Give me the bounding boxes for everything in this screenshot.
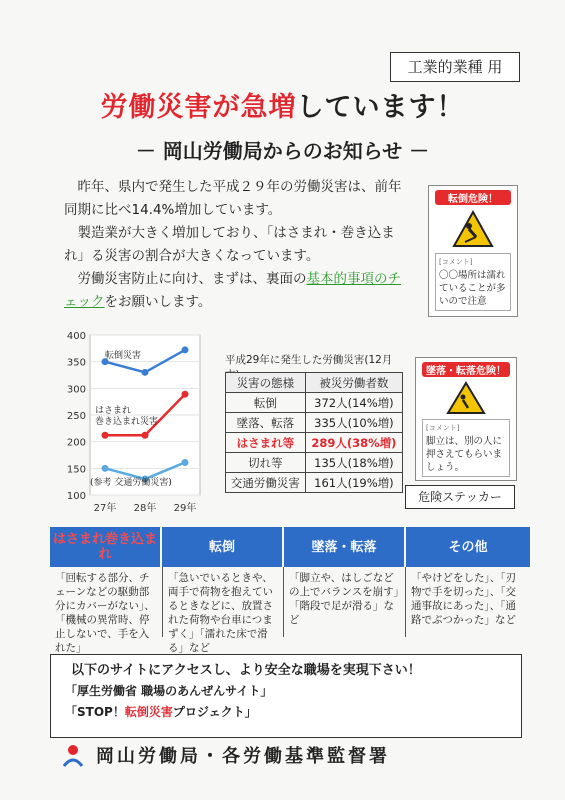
grid-header-slip: 転倒: [162, 527, 282, 567]
table-cell: 372人(14%増): [305, 393, 402, 413]
fall-comment-text: 脚立は、別の人に押さえてもらいましょう。: [426, 436, 503, 473]
chart-y-tick-label: 300: [66, 384, 86, 396]
table-row: [226, 453, 403, 473]
chart-point: [102, 432, 109, 439]
grid-cell-other: 「やけどをした」、「刃物で手を切った」、「交通事故にあった」、「通路でぶつかった」など: [411, 572, 516, 626]
sticker-label: 危険ステッカー: [405, 485, 515, 509]
chart-x-tick-label: 28年: [133, 503, 157, 514]
grid-cell-caught: 「回転する部分、チェーンなどの駆動部分にカバーがない」、「機械の異常時、停止しないで、手を入れた」: [55, 572, 155, 654]
para3-text-a: 労働災害防止に向け、まずは、裏面の: [77, 271, 307, 287]
stop-link-red: 転倒災害: [124, 705, 173, 719]
table-cell: 289人(38%増): [305, 433, 402, 453]
table-header-row: [226, 373, 403, 393]
site-link-stop-tentou[interactable]: [65, 703, 507, 720]
chart-series-label: 転倒災害: [105, 351, 142, 361]
table-header-type: 災害の態様: [226, 373, 306, 393]
ministry-logo-icon: [60, 742, 86, 768]
table-cell: 161人(19%増): [305, 473, 402, 493]
trend-chart: [60, 325, 210, 525]
stop-link-a: 「STOP！: [65, 705, 125, 719]
chart-point: [182, 391, 189, 398]
chart-point: [182, 459, 189, 466]
slip-hazard-sticker: [428, 185, 518, 317]
footer-text: 岡山労働局・各労働基準監督署: [96, 746, 390, 767]
fall-hazard-sticker: [415, 357, 517, 481]
chart-x-tick-label: 29年: [173, 503, 197, 514]
table-cell: 135人(18%増): [305, 453, 402, 473]
table-cell: はさまれ等: [226, 433, 306, 453]
chart-y-tick-label: 400: [66, 331, 86, 342]
chart-y-tick-label: 350: [66, 357, 86, 369]
table-header-count: 被災労働者数: [305, 373, 402, 393]
fall-sticker-header: 墜落・転落危険！: [422, 362, 510, 377]
footer: [60, 742, 520, 768]
accident-table: [225, 372, 403, 493]
slip-sticker-header: 転倒危険！: [435, 190, 511, 205]
intro-text: [64, 176, 404, 314]
trend-chart-svg: [60, 325, 210, 525]
fall-comment-title: [コメント]: [426, 424, 460, 432]
chart-series-label: はさまれ: [95, 406, 132, 416]
fall-sticker-comment: [422, 419, 510, 477]
intro-paragraph-3: [64, 268, 404, 314]
chart-y-tick-label: 200: [66, 437, 86, 449]
table-cell: 転倒: [226, 393, 306, 413]
fall-warning-icon: [446, 381, 486, 415]
grid-cell-fall: 「脚立や、はしごなどの上でバランスを崩す」「階段で足が滑る」など: [289, 572, 399, 626]
grid-header-fall: 墜落・転落: [284, 527, 404, 567]
industry-tag: 工業的業種 用: [390, 52, 520, 82]
table-row: [226, 393, 403, 413]
grid-header-other: その他: [406, 527, 530, 567]
chart-y-tick-label: 150: [66, 464, 86, 476]
accident-type-grid: [50, 527, 530, 654]
table-caption: 平成29年に発生した労働災害(12月: [225, 354, 393, 366]
table-row: [226, 473, 403, 493]
chart-y-tick-label: 250: [66, 411, 86, 422]
basic-check-link[interactable]: 基本的事項のチェック: [64, 271, 401, 310]
stop-link-b: プロジェクト」: [172, 705, 257, 719]
table-row: [226, 413, 403, 433]
title-rest: しています！: [296, 92, 465, 123]
table-cell: 切れ等: [226, 453, 306, 473]
grid-header-caught: はさまれ巻き込まれ: [50, 527, 160, 567]
chart-series-label: (参考 交通労働災害): [90, 478, 172, 488]
sites-header: 以下のサイトにアクセスし、より安全な職場を実現下さい！: [71, 663, 421, 678]
table-cell: 交通労働災害: [226, 473, 306, 493]
safety-sites-box: [50, 654, 522, 738]
warning-triangle-icon: [451, 209, 495, 249]
page-subtitle: － 岡山労働局からのお知らせ －: [135, 139, 430, 163]
page-title: [0, 85, 565, 124]
table-cell: 墜落、転落: [226, 413, 306, 433]
para3-text-b: をお願いします。: [104, 294, 212, 310]
grid-cell-slip: 「急いでいるときや、両手で荷物を抱えているときなどに、放置された荷物や台車につまずく」「濡れた床で滑る」など: [168, 572, 273, 654]
chart-point: [102, 465, 109, 472]
intro-paragraph-1: 昨年、県内で発生した平成２９年の労働災害は、前年同期に比べ14.4%増加しています。: [64, 179, 402, 218]
table-cell: 335人(10%増): [305, 413, 402, 433]
slip-comment-text: 〇〇場所は濡れていることが多いので注意: [439, 270, 506, 307]
slip-comment-title: [コメント]: [439, 258, 473, 266]
chart-point: [142, 432, 149, 439]
chart-point: [182, 346, 189, 353]
chart-y-tick-label: 100: [66, 491, 86, 502]
chart-x-tick-label: 27年: [93, 503, 117, 514]
intro-paragraph-2: 製造業が大きく増加しており、「はさまれ・巻き込まれ」る災害の割合が大きくなっています。: [64, 225, 395, 264]
table-row: [226, 433, 403, 453]
chart-series-label: 巻き込まれ災害: [95, 417, 159, 427]
chart-point: [142, 369, 149, 376]
site-link-anzen[interactable]: 「厚生労働省 職場のあんぜんサイト」: [65, 684, 273, 698]
slip-sticker-comment: [435, 253, 511, 311]
title-red: 労働災害が急増: [100, 92, 297, 123]
